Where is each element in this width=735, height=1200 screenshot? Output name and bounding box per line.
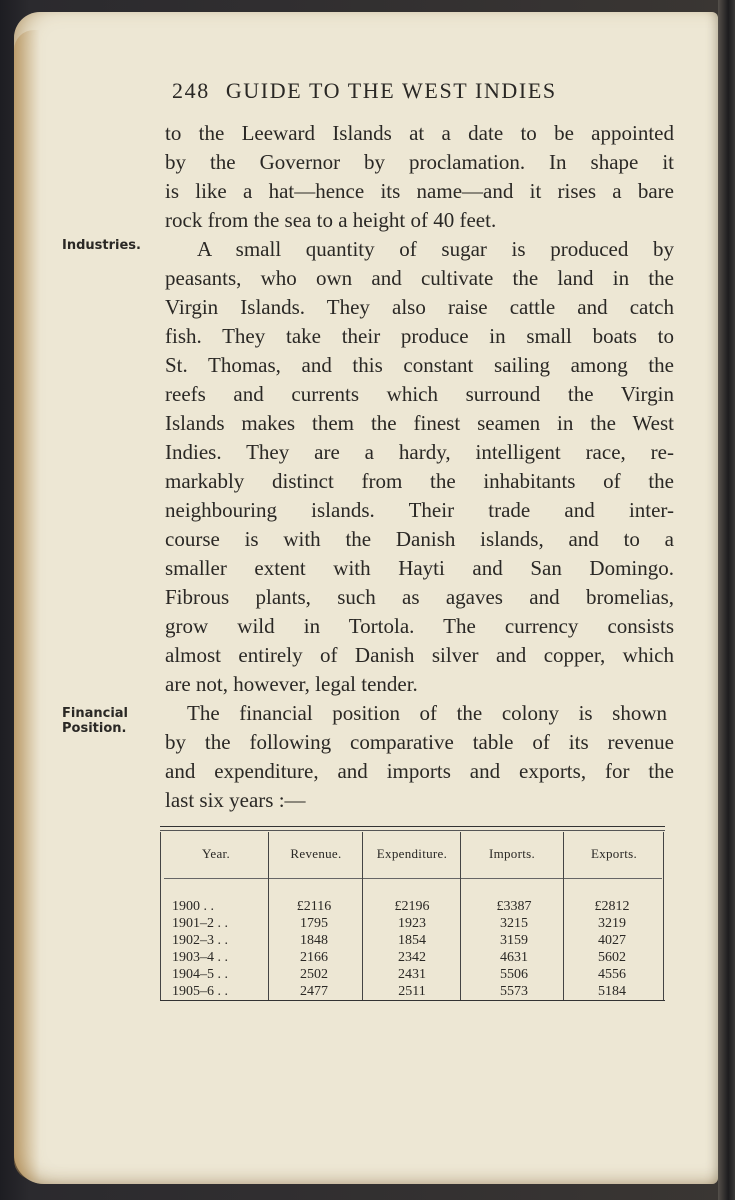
header-imports: Imports.	[488, 846, 536, 861]
margin-note-position: Position.	[62, 721, 127, 736]
table-rule	[160, 830, 665, 831]
book-spine	[718, 0, 735, 1200]
body-line: almost entirely of Danish silver and copper, which	[165, 643, 674, 667]
exports-column	[572, 898, 652, 1000]
exports-cell: 4556	[598, 967, 626, 982]
table-divider	[663, 832, 664, 1000]
expenditure-column	[372, 898, 452, 1000]
imports-cell: £3387	[496, 899, 532, 914]
body-line: St. Thomas, and this constant sailing among the	[165, 353, 674, 377]
header-expenditure: Expenditure.	[376, 846, 448, 861]
page-number: 248	[172, 78, 210, 103]
body-line: reefs and currents which surround the Virgin	[165, 382, 674, 406]
expenditure-cell: 1923	[398, 916, 426, 931]
body-line: and expenditure, and imports and exports, for the	[165, 759, 674, 783]
page-edge-stain	[14, 30, 40, 1180]
expenditure-cell: 2511	[398, 984, 426, 999]
table-rule	[160, 826, 665, 827]
imports-cell: 4631	[500, 950, 528, 965]
exports-cell: 4027	[598, 933, 626, 948]
revenue-cell: £2116	[296, 899, 332, 914]
revenue-cell: 2477	[300, 984, 328, 999]
header-year: Year.	[202, 846, 230, 861]
expenditure-cell: 2431	[398, 967, 426, 982]
exports-cell: 5602	[598, 950, 626, 965]
body-line: is like a hat—hence its name—and it rises a bare	[165, 179, 674, 203]
table-divider	[362, 832, 363, 1000]
margin-note-industries: Industries.	[62, 238, 141, 253]
body-line: rock from the sea to a height of 40 feet.	[165, 208, 497, 232]
header-exports: Exports.	[590, 846, 638, 861]
imports-column	[474, 898, 554, 1000]
expenditure-cell: 1854	[398, 933, 426, 948]
table-divider	[160, 832, 161, 1000]
table-rule	[164, 878, 662, 879]
year-cell: 1903–4 . .	[172, 950, 228, 965]
body-line: Indies. They are a hardy, intelligent race, re-	[165, 440, 674, 464]
body-line: The financial position of the colony is shown	[187, 701, 667, 725]
year-cell: 1902–3 . .	[172, 933, 228, 948]
revenue-cell: 1795	[300, 916, 328, 931]
body-line: fish. They take their produce in small boats to	[165, 324, 674, 348]
body-line: by the Governor by proclamation. In shape it	[165, 150, 674, 174]
revenue-cell: 1848	[300, 933, 328, 948]
body-line: Fibrous plants, such as agaves and bromelias,	[165, 585, 674, 609]
body-line: peasants, who own and cultivate the land in the	[165, 266, 674, 290]
header-revenue: Revenue.	[290, 846, 342, 861]
body-line: neighbouring islands. Their trade and inter-	[165, 498, 674, 522]
revenue-cell: 2166	[300, 950, 328, 965]
running-header	[172, 78, 652, 104]
exports-cell: 5184	[598, 984, 626, 999]
body-line: A small quantity of sugar is produced by	[197, 237, 674, 261]
exports-cell: £2812	[594, 899, 630, 914]
table-divider	[460, 832, 461, 1000]
body-line: last six years :—	[165, 788, 306, 812]
expenditure-cell: £2196	[394, 899, 430, 914]
year-cell: 1905–6 . .	[172, 984, 228, 999]
body-line: markably distinct from the inhabitants of the	[165, 469, 674, 493]
expenditure-cell: 2342	[398, 950, 426, 965]
year-cell: 1901–2 . .	[172, 916, 228, 931]
body-line: Virgin Islands. They also raise cattle and catch	[165, 295, 674, 319]
imports-cell: 5573	[500, 984, 528, 999]
body-line: by the following comparative table of its revenue	[165, 730, 674, 754]
exports-cell: 3219	[598, 916, 626, 931]
revenue-cell: 2502	[300, 967, 328, 982]
body-line: grow wild in Tortola. The currency consists	[165, 614, 674, 638]
table-divider	[268, 832, 269, 1000]
running-title: GUIDE TO THE WEST INDIES	[225, 78, 557, 103]
body-line: to the Leeward Islands at a date to be appointed	[165, 121, 674, 145]
body-line: smaller extent with Hayti and San Domingo.	[165, 556, 674, 580]
imports-cell: 5506	[500, 967, 528, 982]
imports-cell: 3215	[500, 916, 528, 931]
body-line: Islands makes them the finest seamen in the West	[165, 411, 674, 435]
body-line: are not, however, legal tender.	[165, 672, 418, 696]
margin-note-financial: Financial	[62, 706, 129, 721]
table-rule	[160, 1000, 665, 1001]
finance-table	[158, 826, 666, 1026]
revenue-column	[276, 898, 352, 1000]
imports-cell: 3159	[500, 933, 528, 948]
body-line: course is with the Danish islands, and to a	[165, 527, 674, 551]
year-cell: 1904–5 . .	[172, 967, 228, 982]
table-divider	[563, 832, 564, 1000]
year-column	[172, 898, 266, 1000]
year-cell: 1900 . .	[172, 899, 214, 914]
